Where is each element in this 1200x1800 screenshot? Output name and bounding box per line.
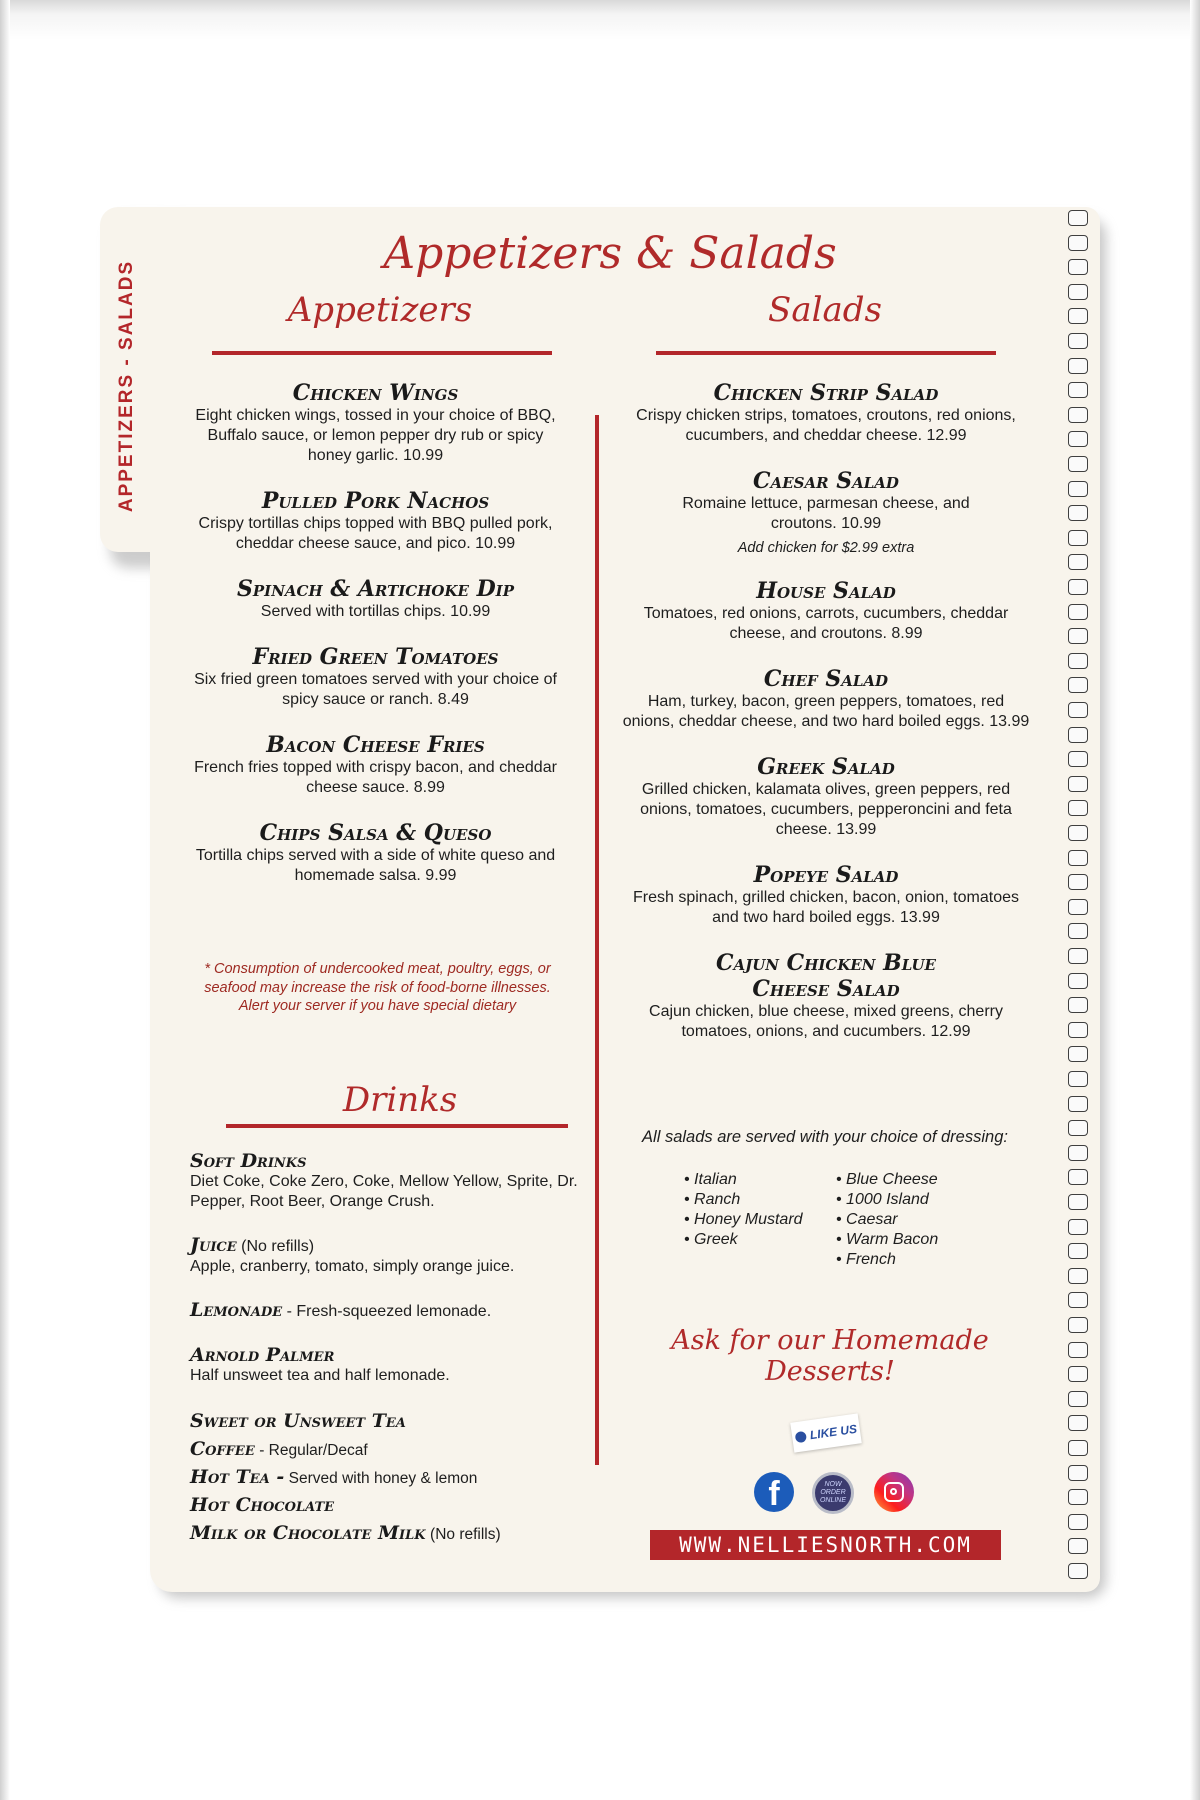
- binding-ring: [1068, 751, 1088, 767]
- dressing-item: • Caesar: [836, 1210, 938, 1230]
- item-name: Chicken Strip Salad: [713, 380, 939, 406]
- binding-ring: [1068, 948, 1088, 964]
- warning-text-dietary: Alert your server if you have special dietary: [238, 998, 517, 1014]
- dressing-list-left: [684, 1170, 803, 1250]
- binding-ring: [1068, 1391, 1088, 1407]
- binding-ring: [1068, 308, 1088, 324]
- binding-ring: [1068, 1243, 1088, 1259]
- salads-heading: Salads: [768, 290, 882, 330]
- dressing-item: • Ranch: [684, 1190, 803, 1210]
- item-description: Cajun chicken, blue cheese, mixed greens, cherry tomatoes, onions, and cucumbers. 12.99: [649, 1003, 1003, 1040]
- salads-list: [622, 380, 1030, 1064]
- binding-ring: [1068, 1071, 1088, 1087]
- menu-item: [188, 488, 563, 554]
- order-online-icon[interactable]: [812, 1472, 854, 1514]
- binding-ring: [1068, 1415, 1088, 1431]
- drinks-list: [190, 1150, 590, 1548]
- page-edge-left: [0, 0, 10, 1800]
- binding-ring: [1068, 1514, 1088, 1530]
- like-us-label: LIKE US: [809, 1421, 858, 1443]
- menu-item: [188, 820, 563, 886]
- item-description: Ham, turkey, bacon, green peppers, tomatoes, red onions, cheddar cheese, and two hard boiled eggs. 13.99: [622, 693, 1030, 730]
- drink-milk: [190, 1520, 590, 1548]
- facebook-icon[interactable]: [754, 1472, 794, 1512]
- binding-ring: [1068, 358, 1088, 374]
- item-name: Popeye Salad: [753, 862, 899, 888]
- thumbs-up-icon: [794, 1430, 806, 1442]
- menu-item: [622, 862, 1030, 928]
- binding-ring: [1068, 776, 1088, 792]
- menu-item: [622, 578, 1030, 644]
- binding-ring: [1068, 1465, 1088, 1481]
- item-name: Greek Salad: [757, 754, 895, 780]
- binding-ring: [1068, 702, 1088, 718]
- menu-item: [622, 754, 1030, 840]
- item-note: Add chicken for $2.99 extra: [737, 540, 915, 556]
- binding-ring: [1068, 1268, 1088, 1284]
- drink-juice: [190, 1234, 590, 1277]
- item-name: Caesar Salad: [753, 468, 899, 494]
- item-description: Tomatoes, red onions, carrots, cucumbers, cheddar cheese, and croutons. 8.99: [643, 605, 1009, 642]
- menu-item: [622, 380, 1030, 446]
- facebook-glyph: f: [768, 1475, 780, 1512]
- drink-name: Hot Chocolate: [190, 1494, 335, 1516]
- binding-ring: [1068, 604, 1088, 620]
- binding-ring: [1068, 653, 1088, 669]
- warning-text: * Consumption of undercooked meat, poultry, eggs, or seafood may increase the risk of food-borne illnesses.: [204, 961, 551, 996]
- dressing-item: • 1000 Island: [836, 1190, 938, 1210]
- binding-ring: [1068, 1194, 1088, 1210]
- drink-description: - Fresh-squeezed lemonade.: [286, 1303, 492, 1320]
- binding-ring: [1068, 333, 1088, 349]
- desserts-callout: Ask for our Homemade Desserts!: [671, 1325, 989, 1387]
- instagram-icon[interactable]: [874, 1472, 914, 1512]
- item-name: Chips Salsa & Queso: [259, 820, 492, 846]
- dressing-intro: All salads are served with your choice of dressing:: [642, 1128, 1008, 1146]
- drink-note: (No refills): [430, 1526, 501, 1543]
- item-description: Tortilla chips served with a side of white queso and homemade salsa. 9.99: [195, 847, 556, 884]
- item-name: Bacon Cheese Fries: [266, 732, 485, 758]
- item-description: Served with tortillas chips. 10.99: [260, 603, 491, 620]
- item-description: Fresh spinach, grilled chicken, bacon, onion, tomatoes and two hard boiled eggs. 13.99: [633, 889, 1019, 926]
- drink-soft-drinks: [190, 1150, 590, 1212]
- binding-ring: [1068, 530, 1088, 546]
- binding-ring: [1068, 284, 1088, 300]
- column-divider: [595, 415, 599, 1465]
- binding-ring: [1068, 973, 1088, 989]
- tab-curve: [150, 550, 172, 590]
- binding-ring: [1068, 554, 1088, 570]
- drink-description: Apple, cranberry, tomato, simply orange juice.: [190, 1258, 515, 1275]
- binding-ring: [1068, 1317, 1088, 1333]
- dressing-item: • Honey Mustard: [684, 1210, 803, 1230]
- drink-name: Juice: [190, 1234, 237, 1256]
- drink-name: Arnold Palmer: [190, 1344, 335, 1366]
- hot-and-tea-drinks: [190, 1408, 590, 1548]
- binding-ring: [1068, 1145, 1088, 1161]
- drink-description: - Regular/Decaf: [259, 1442, 368, 1459]
- binding-ring: [1068, 431, 1088, 447]
- menu-item: [622, 468, 1030, 556]
- binding-ring: [1068, 628, 1088, 644]
- item-name: Spinach & Artichoke Dip: [237, 576, 514, 602]
- binding-ring: [1068, 899, 1088, 915]
- item-name: Chef Salad: [763, 666, 889, 692]
- drink-sweet-tea: [190, 1408, 590, 1436]
- binding-ring: [1068, 1538, 1088, 1554]
- drinks-rule: [226, 1124, 568, 1128]
- item-name: Fried Green Tomatoes: [252, 644, 499, 670]
- binding-ring: [1068, 850, 1088, 866]
- item-name: House Salad: [756, 578, 896, 604]
- binding-ring: [1068, 1440, 1088, 1456]
- dressing-item: • French: [836, 1250, 938, 1270]
- drink-coffee: [190, 1436, 590, 1464]
- drink-name: Sweet or Unsweet Tea: [190, 1410, 406, 1432]
- item-name: Chicken Wings: [292, 380, 459, 406]
- binding-ring: [1068, 210, 1088, 226]
- binding-ring: [1068, 1046, 1088, 1062]
- drink-hot-chocolate: [190, 1492, 590, 1520]
- binding-ring: [1068, 727, 1088, 743]
- drink-name: Hot Tea -: [190, 1466, 285, 1488]
- drink-name: Milk or Chocolate Milk: [190, 1522, 426, 1544]
- binding-ring: [1068, 923, 1088, 939]
- binding-ring: [1068, 407, 1088, 423]
- food-safety-warning: [195, 960, 560, 1016]
- binding-ring: [1068, 1366, 1088, 1382]
- drink-description: Half unsweet tea and half lemonade.: [190, 1367, 450, 1384]
- binding-ring: [1068, 1219, 1088, 1235]
- order-online-label: NOW ORDER ONLINE: [819, 1481, 847, 1504]
- binding-ring: [1068, 800, 1088, 816]
- menu-item: [188, 576, 563, 622]
- item-description: French fries topped with crispy bacon, and cheddar cheese sauce. 8.99: [194, 759, 557, 796]
- binding-ring: [1068, 1342, 1088, 1358]
- appetizers-rule: [212, 351, 552, 355]
- appetizers-list: [188, 380, 563, 908]
- item-description: Romaine lettuce, parmesan cheese, and croutons. 10.99: [682, 495, 970, 532]
- page-title: Appetizers & Salads: [383, 228, 837, 279]
- salads-rule: [656, 351, 996, 355]
- drink-name: Soft Drinks: [190, 1150, 307, 1172]
- drink-name: Lemonade: [190, 1299, 283, 1321]
- menu-item: [188, 732, 563, 798]
- binding-ring: [1068, 997, 1088, 1013]
- drink-description: Served with honey & lemon: [288, 1470, 478, 1487]
- binding-ring: [1068, 579, 1088, 595]
- binding-ring: [1068, 382, 1088, 398]
- drink-note: (No refills): [241, 1238, 315, 1255]
- binding-ring: [1068, 1120, 1088, 1136]
- spiral-binding: [1068, 210, 1090, 1595]
- binding-ring: [1068, 1292, 1088, 1308]
- binding-ring: [1068, 1096, 1088, 1112]
- binding-ring: [1068, 874, 1088, 890]
- item-description: Eight chicken wings, tossed in your choice of BBQ, Buffalo sauce, or lemon pepper dry rub or spicy honey garlic. 10.99: [195, 407, 556, 464]
- dressing-list-right: [836, 1170, 938, 1270]
- dressing-item: • Italian: [684, 1170, 803, 1190]
- binding-ring: [1068, 677, 1088, 693]
- menu-item: [188, 380, 563, 466]
- binding-ring: [1068, 1022, 1088, 1038]
- drinks-heading: Drinks: [342, 1080, 458, 1120]
- binding-ring: [1068, 825, 1088, 841]
- dressing-item: • Warm Bacon: [836, 1230, 938, 1250]
- dressing-item: • Greek: [684, 1230, 803, 1250]
- binding-ring: [1068, 505, 1088, 521]
- drink-lemonade: [190, 1299, 590, 1322]
- menu-item: [622, 666, 1030, 732]
- drink-name: Coffee: [190, 1438, 255, 1460]
- drink-description: Diet Coke, Coke Zero, Coke, Mellow Yellow, Sprite, Dr. Pepper, Root Beer, Orange Crush.: [190, 1173, 578, 1210]
- binding-ring: [1068, 235, 1088, 251]
- appetizers-heading: Appetizers: [287, 290, 473, 330]
- item-description: Crispy tortillas chips topped with BBQ pulled pork, cheddar cheese sauce, and pico. 10.99: [198, 515, 553, 552]
- item-description: Grilled chicken, kalamata olives, green peppers, red onions, tomatoes, cucumbers, pepperoncini and feta cheese. 13.99: [640, 781, 1012, 838]
- section-tab-label: APPETIZERS - SALADS: [116, 259, 137, 513]
- binding-ring: [1068, 1563, 1088, 1579]
- binding-ring: [1068, 259, 1088, 275]
- website-link[interactable]: WWW.NELLIESNORTH.COM: [650, 1530, 1001, 1560]
- item-description: Crispy chicken strips, tomatoes, croutons, red onions, cucumbers, and cheddar cheese. 12.99: [636, 407, 1016, 444]
- dressing-item: • Blue Cheese: [836, 1170, 938, 1190]
- menu-item: [188, 644, 563, 710]
- binding-ring: [1068, 456, 1088, 472]
- binding-ring: [1068, 481, 1088, 497]
- camera-icon: [884, 1482, 904, 1502]
- item-description: Six fried green tomatoes served with your choice of spicy sauce or ranch. 8.49: [194, 671, 557, 708]
- item-name: Pulled Pork Nachos: [261, 488, 490, 514]
- item-name: Cajun Chicken Blue Cheese Salad: [715, 950, 936, 1002]
- page-edge-right: [1190, 0, 1200, 1800]
- menu-item: [622, 950, 1030, 1042]
- drink-hot-tea: [190, 1464, 590, 1492]
- binding-ring: [1068, 1169, 1088, 1185]
- binding-ring: [1068, 1489, 1088, 1505]
- drink-arnold-palmer: [190, 1344, 590, 1386]
